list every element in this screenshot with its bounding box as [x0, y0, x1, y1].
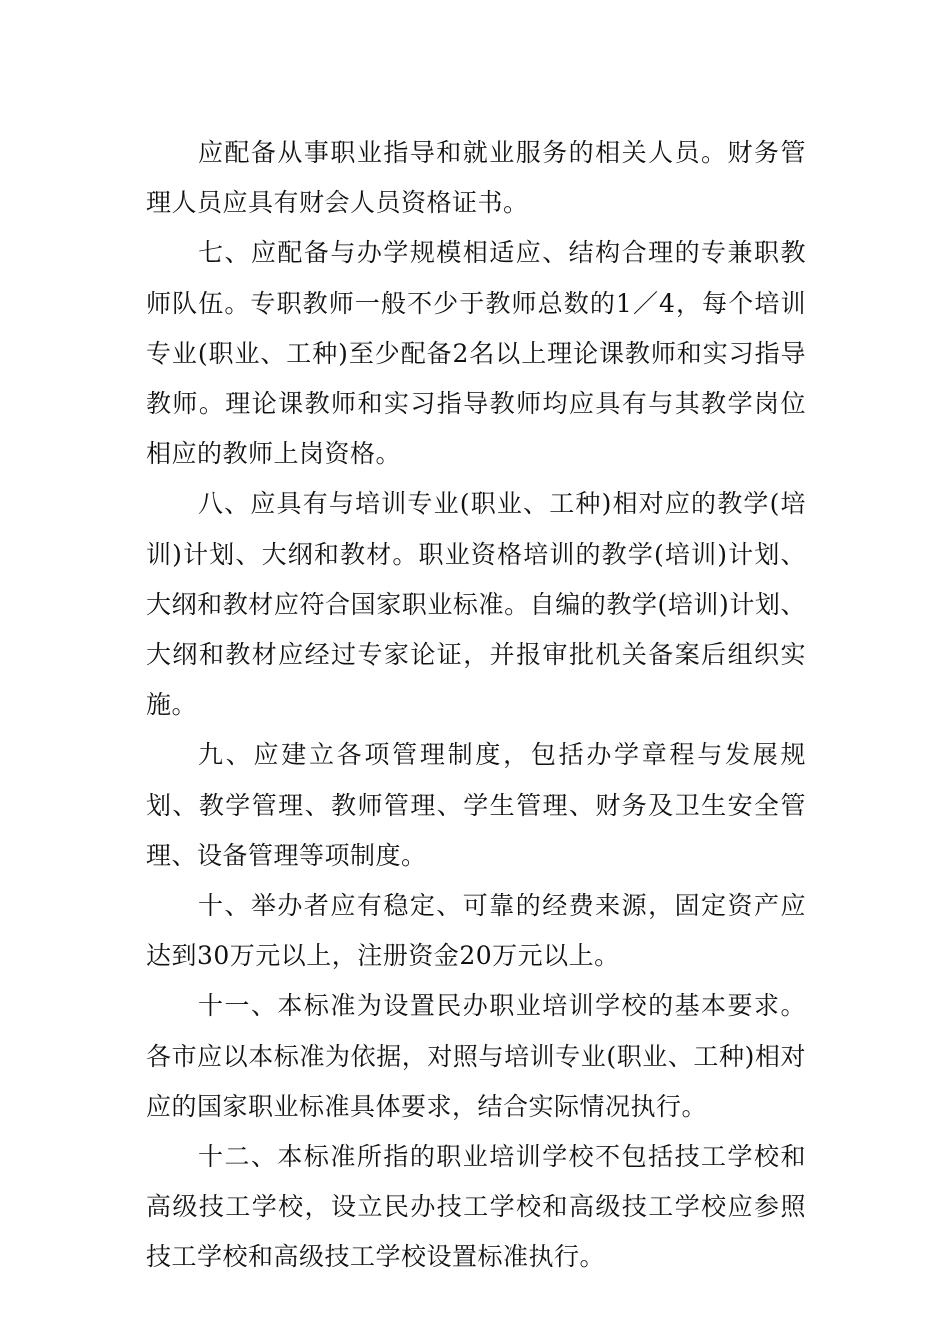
paragraph-item-9: 九、应建立各项管理制度，包括办学章程与发展规划、教学管理、教师管理、学生管理、财务及卫生安全管理、设备管理等项制度。: [146, 740, 806, 870]
document-body: [146, 128, 806, 1283]
paragraph-staffing-continued: 应配备从事职业指导和就业服务的相关人员。财务管理人员应具有财会人员资格证书。: [146, 138, 806, 218]
paragraph-item-7: 七、应配备与办学规模相适应、结构合理的专兼职教师队伍。专职教师一般不少于教师总数的1／4，每个培训专业(职业、工种)至少配备2名以上理论课教师和实习指导教师。理论课教师和实习指导教师均应具有与其教学岗位相应的教师上岗资格。: [146, 238, 806, 469]
paragraph-item-12: 十二、本标准所指的职业培训学校不包括技工学校和高级技工学校，设立民办技工学校和高级技工学校应参照技工学校和高级技工学校设置标准执行。: [146, 1142, 806, 1272]
paragraph-item-10: 十、举办者应有稳定、可靠的经费来源，固定资产应达到30万元以上，注册资金20万元以上。: [146, 891, 806, 971]
paragraph-item-11: 十一、本标准为设置民办职业培训学校的基本要求。各市应以本标准为依据，对照与培训专业(职业、工种)相对应的国家职业标准具体要求，结合实际情况执行。: [146, 991, 806, 1121]
paragraph-item-8: 八、应具有与培训专业(职业、工种)相对应的教学(培训)计划、大纲和教材。职业资格培训的教学(培训)计划、大纲和教材应符合国家职业标准。自编的教学(培训)计划、大纲和教材应经过专家论证，并报审批机关备案后组织实施。: [146, 489, 806, 720]
